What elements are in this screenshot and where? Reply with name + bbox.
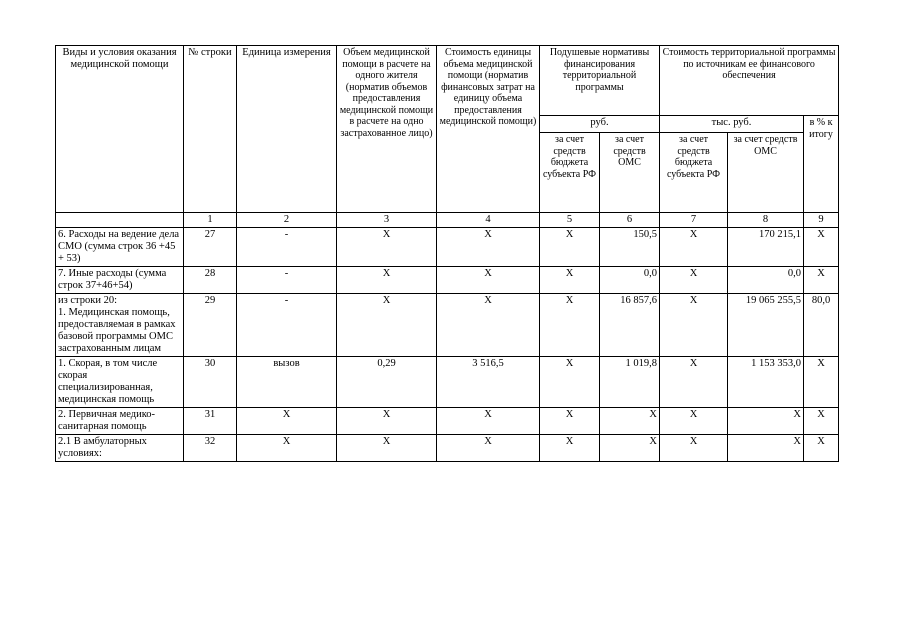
row-unit: - bbox=[237, 228, 337, 267]
row-cost: X bbox=[437, 408, 540, 435]
row-per-capita-budget: X bbox=[540, 267, 600, 294]
col-number: 3 bbox=[337, 213, 437, 228]
header-thous-rub: тыс. руб. bbox=[660, 116, 804, 133]
table-row bbox=[56, 294, 839, 357]
row-volume: X bbox=[337, 294, 437, 357]
row-name: 1. Скорая, в том числе скорая специализированная, медицинская помощь bbox=[56, 357, 184, 408]
row-volume: X bbox=[337, 228, 437, 267]
row-volume: X bbox=[337, 435, 437, 462]
row-per-capita-budget: X bbox=[540, 294, 600, 357]
row-per-capita-budget: X bbox=[540, 228, 600, 267]
row-pct: 80,0 bbox=[804, 294, 839, 357]
territorial-program-table bbox=[55, 45, 839, 462]
header-program-cost: Стоимость территориальной программы по источникам ее финансового обеспечения bbox=[660, 46, 839, 116]
header-pct: в % к итогу bbox=[804, 116, 839, 213]
row-pct: X bbox=[804, 228, 839, 267]
row-name: 2.1 В амбулаторных условиях: bbox=[56, 435, 184, 462]
row-unit: вызов bbox=[237, 357, 337, 408]
table-body bbox=[56, 228, 839, 462]
row-program-oms: X bbox=[728, 435, 804, 462]
row-program-budget: X bbox=[660, 435, 728, 462]
row-volume: 0,29 bbox=[337, 357, 437, 408]
col-number: 1 bbox=[184, 213, 237, 228]
table-row bbox=[56, 267, 839, 294]
row-program-oms: X bbox=[728, 408, 804, 435]
header-volume: Объем медицинской помощи в расчете на одного жителя (норматив объемов предоставления медицинской помощи в расчете на одно застрахованное лицо) bbox=[337, 46, 437, 213]
row-number: 32 bbox=[184, 435, 237, 462]
header-oms-2: за счет средств ОМС bbox=[728, 133, 804, 213]
header-row-no: № строки bbox=[184, 46, 237, 213]
row-program-oms: 1 153 353,0 bbox=[728, 357, 804, 408]
row-cost: X bbox=[437, 294, 540, 357]
row-unit: - bbox=[237, 267, 337, 294]
row-per-capita-oms: X bbox=[600, 408, 660, 435]
row-program-budget: X bbox=[660, 228, 728, 267]
row-program-oms: 0,0 bbox=[728, 267, 804, 294]
col-number: 9 bbox=[804, 213, 839, 228]
header-types: Виды и условия оказания медицинской помощи bbox=[56, 46, 184, 213]
col-number: 8 bbox=[728, 213, 804, 228]
row-pct: X bbox=[804, 357, 839, 408]
row-per-capita-oms: 1 019,8 bbox=[600, 357, 660, 408]
row-program-oms: 19 065 255,5 bbox=[728, 294, 804, 357]
row-name: 6. Расходы на ведение дела СМО (сумма строк 36 +45 + 53) bbox=[56, 228, 184, 267]
row-program-budget: X bbox=[660, 357, 728, 408]
row-per-capita-oms: 0,0 bbox=[600, 267, 660, 294]
row-number: 28 bbox=[184, 267, 237, 294]
col-number: 6 bbox=[600, 213, 660, 228]
row-number: 31 bbox=[184, 408, 237, 435]
row-number: 27 bbox=[184, 228, 237, 267]
table-row bbox=[56, 435, 839, 462]
row-cost: 3 516,5 bbox=[437, 357, 540, 408]
row-per-capita-oms: 150,5 bbox=[600, 228, 660, 267]
row-per-capita-budget: X bbox=[540, 435, 600, 462]
row-cost: X bbox=[437, 228, 540, 267]
row-volume: X bbox=[337, 408, 437, 435]
row-volume: X bbox=[337, 267, 437, 294]
col-number: 7 bbox=[660, 213, 728, 228]
col-number: 2 bbox=[237, 213, 337, 228]
col-number bbox=[56, 213, 184, 228]
row-per-capita-budget: X bbox=[540, 408, 600, 435]
header-budget-1: за счет средств бюджета субъекта РФ bbox=[540, 133, 600, 213]
col-number: 5 bbox=[540, 213, 600, 228]
row-cost: X bbox=[437, 435, 540, 462]
row-pct: X bbox=[804, 435, 839, 462]
row-per-capita-oms: 16 857,6 bbox=[600, 294, 660, 357]
row-program-budget: X bbox=[660, 408, 728, 435]
row-name: 7. Иные расходы (сумма строк 37+46+54) bbox=[56, 267, 184, 294]
row-pct: X bbox=[804, 408, 839, 435]
row-program-budget: X bbox=[660, 294, 728, 357]
table-row bbox=[56, 408, 839, 435]
header-unit: Единица измерения bbox=[237, 46, 337, 213]
header-rub: руб. bbox=[540, 116, 660, 133]
table-row bbox=[56, 357, 839, 408]
table-row bbox=[56, 228, 839, 267]
row-unit: X bbox=[237, 435, 337, 462]
header-cost: Стоимость единицы объема медицинской помощи (норматив финансовых затрат на единицу объема предоставления медицинской помощи) bbox=[437, 46, 540, 213]
header-budget-2: за счет средств бюджета субъекта РФ bbox=[660, 133, 728, 213]
col-number: 4 bbox=[437, 213, 540, 228]
row-name: 2. Первичная медико-санитарная помощь bbox=[56, 408, 184, 435]
row-program-budget: X bbox=[660, 267, 728, 294]
row-unit: X bbox=[237, 408, 337, 435]
row-name: из строки 20: 1. Медицинская помощь, предоставляемая в рамках базовой программы ОМС застрахованным лицам bbox=[56, 294, 184, 357]
row-number: 29 bbox=[184, 294, 237, 357]
row-cost: X bbox=[437, 267, 540, 294]
row-per-capita-budget: X bbox=[540, 357, 600, 408]
header-oms-1: за счет средств ОМС bbox=[600, 133, 660, 213]
row-program-oms: 170 215,1 bbox=[728, 228, 804, 267]
row-unit: - bbox=[237, 294, 337, 357]
row-per-capita-oms: X bbox=[600, 435, 660, 462]
header-per-capita: Подушевые нормативы финансирования территориальной программы bbox=[540, 46, 660, 116]
row-pct: X bbox=[804, 267, 839, 294]
row-number: 30 bbox=[184, 357, 237, 408]
